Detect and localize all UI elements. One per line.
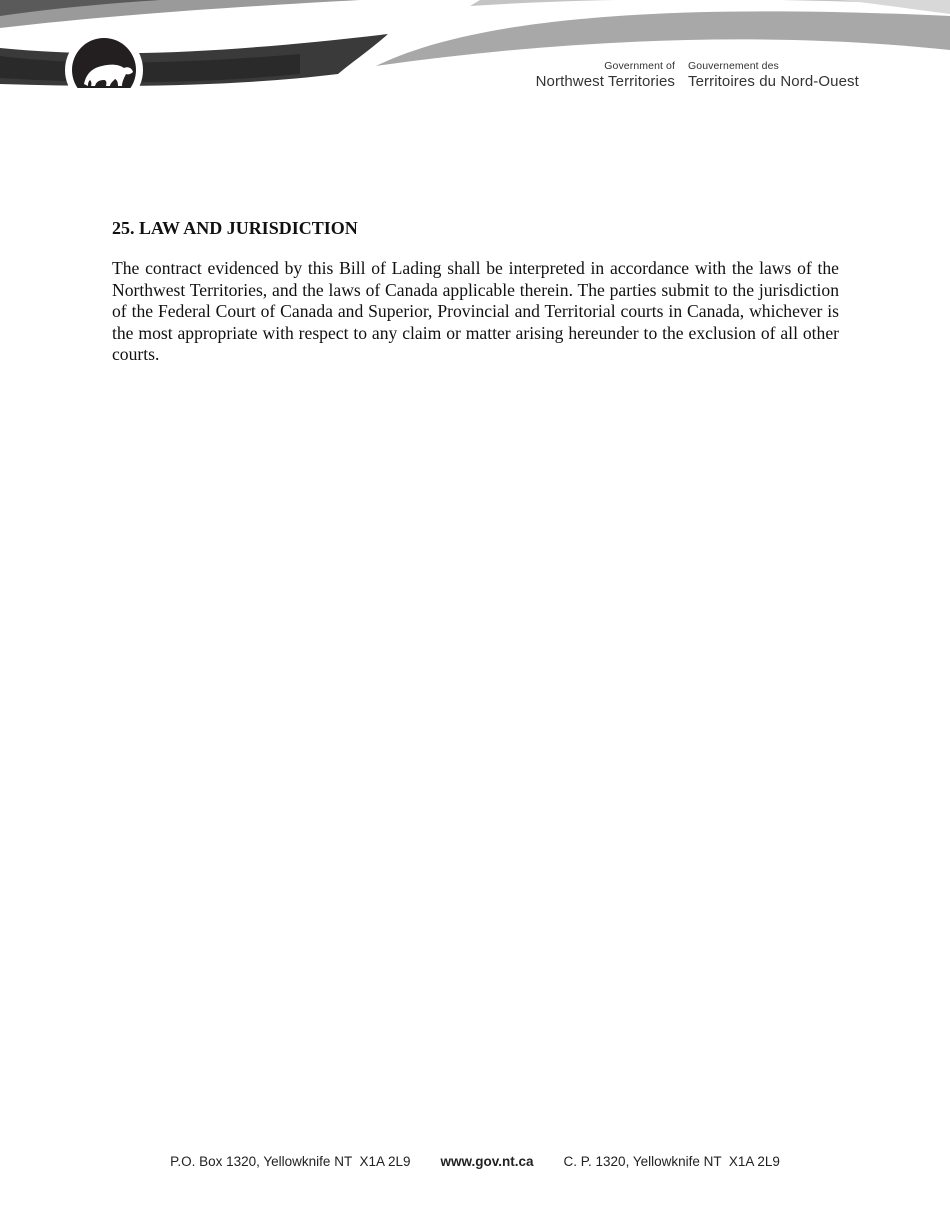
government-english-name: Northwest Territories	[535, 73, 675, 90]
section-body-paragraph: The contract evidenced by this Bill of Lading shall be interpreted in accordance with the laws of the Northwest Territories, and the laws of Canada applicable therein. The parties submit to the jurisdiction of the Federal Court of Canada and Superior, Provincial and Territorial courts in Canada, whichever is the most appropriate with respect to any claim or matter arising hereunder to the exclusion of all other courts.	[112, 258, 839, 364]
government-french-block	[688, 60, 859, 90]
document-content	[112, 216, 839, 366]
government-french-name: Territoires du Nord-Ouest	[688, 73, 859, 90]
footer	[0, 1154, 950, 1169]
footer-address-english: P.O. Box 1320, Yellowknife NT X1A 2L9	[170, 1154, 411, 1169]
footer-website-link[interactable]: www.gov.nt.ca	[440, 1154, 534, 1169]
government-english-block	[536, 60, 675, 90]
section-heading: 25. LAW AND JURISDICTION	[112, 218, 358, 238]
government-french-small: Gouvernement des	[688, 60, 779, 72]
footer-address-french: C. P. 1320, Yellowknife NT X1A 2L9	[563, 1154, 780, 1169]
government-english-small: Government of	[604, 60, 675, 72]
